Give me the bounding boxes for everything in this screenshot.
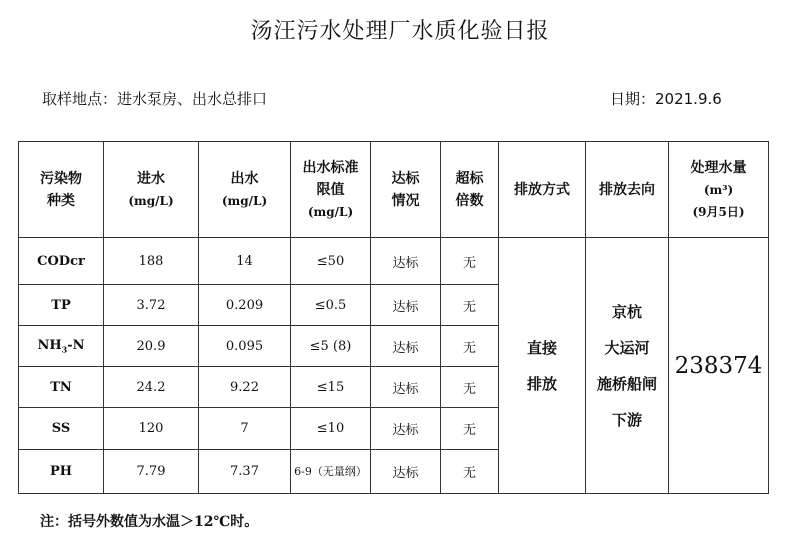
header-discharge-method: 排放方式 (499, 142, 586, 238)
influent-value: 24.2 (104, 367, 199, 408)
exceed-multiple: 无 (441, 285, 499, 326)
exceed-multiple: 无 (441, 326, 499, 367)
standard-limit: ≤5 (8) (291, 326, 371, 367)
effluent-value: 14 (199, 238, 291, 285)
water-quality-table (18, 141, 769, 494)
report-date: 日期：2021.9.6 (610, 90, 722, 108)
pollutant-name: PH (19, 450, 104, 494)
exceed-multiple: 无 (441, 450, 499, 494)
pollutant-name: SS (19, 408, 104, 450)
compliance-status: 达标 (371, 285, 441, 326)
pollutant-name: CODcr (19, 238, 104, 285)
standard-limit: ≤10 (291, 408, 371, 450)
compliance-status: 达标 (371, 408, 441, 450)
compliance-status: 达标 (371, 238, 441, 285)
influent-value: 7.79 (104, 450, 199, 494)
header-row (19, 142, 769, 238)
influent-value: 120 (104, 408, 199, 450)
footnote: 注：括号外数值为水温＞12℃时。 (40, 514, 259, 530)
header-exceed: 超标 倍数 (441, 142, 499, 238)
effluent-value: 0.209 (199, 285, 291, 326)
exceed-multiple: 无 (441, 238, 499, 285)
header-compliance: 达标 情况 (371, 142, 441, 238)
discharge-method: 直接 排放 (499, 238, 586, 494)
header-volume: 处理水量 (m³) (9月5日) (669, 142, 769, 238)
sampling-location: 取样地点：进水泵房、出水总排口 (42, 90, 268, 108)
compliance-status: 达标 (371, 326, 441, 367)
effluent-value: 7 (199, 408, 291, 450)
exceed-multiple: 无 (441, 408, 499, 450)
report-title: 汤汪污水处理厂水质化验日报 (250, 19, 550, 44)
header-discharge-direction: 排放去向 (586, 142, 669, 238)
discharge-direction: 京杭 大运河 施桥船闸 下游 (586, 238, 669, 494)
effluent-value: 9.22 (199, 367, 291, 408)
header-pollutant: 污染物 种类 (19, 142, 104, 238)
pollutant-name: $NH_3-N$ (19, 326, 104, 367)
treated-volume: 238374 (669, 238, 769, 494)
table-row (19, 238, 769, 285)
exceed-multiple: 无 (441, 367, 499, 408)
compliance-status: 达标 (371, 367, 441, 408)
standard-limit: ≤15 (291, 367, 371, 408)
effluent-value: 0.095 (199, 326, 291, 367)
influent-value: 188 (104, 238, 199, 285)
pollutant-name: TN (19, 367, 104, 408)
header-influent: 进水 (mg/L) (104, 142, 199, 238)
influent-value: 3.72 (104, 285, 199, 326)
header-effluent: 出水 (mg/L) (199, 142, 291, 238)
pollutant-name: TP (19, 285, 104, 326)
header-standard: 出水标准 限值 (mg/L) (291, 142, 371, 238)
standard-limit: 6-9（无量纲） (291, 450, 371, 494)
standard-limit: ≤0.5 (291, 285, 371, 326)
compliance-status: 达标 (371, 450, 441, 494)
standard-limit: ≤50 (291, 238, 371, 285)
influent-value: 20.9 (104, 326, 199, 367)
effluent-value: 7.37 (199, 450, 291, 494)
